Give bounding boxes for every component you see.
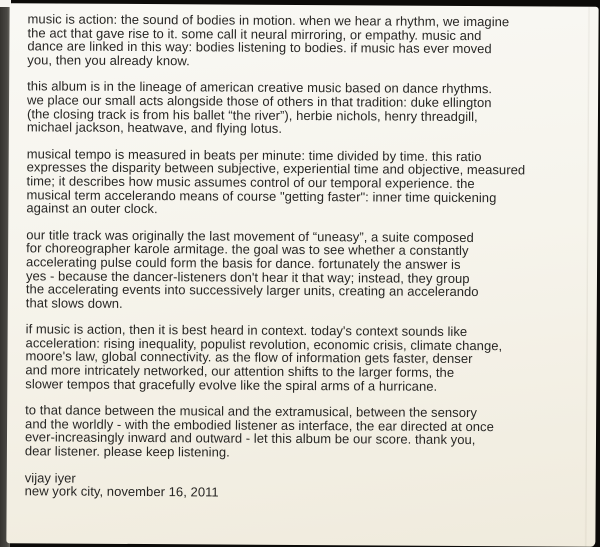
liner-paragraph-context: if music is action, then it is best heard in context. today's context sounds like acceleration: rising inequality, populist revolution, economic crisis, climate change, moore's law, global connectivity. as the flow of information gets faster, denser and more intricately networked, our attention shifts to the larger forms, the slower tempos that gracefully evolve like the spiral arms of a hurricane. xyxy=(25,321,503,394)
liner-notes-page xyxy=(6,3,598,547)
signature-name: vijay iyer xyxy=(24,469,76,486)
liner-paragraph-music-is-action: music is action: the sound of bodies in motion. when we hear a rhythm, we imagine the act that gave rise to it. some call it neural mirroring, or empathy. music and dance are linked in this way: bodies listening to bodies. if music has ever moved you, then you already know. xyxy=(27,11,510,69)
liner-paragraph-dear-listener: to that dance between the musical and the extramusical, between the sensory and the worldly - with the embodied listener as interface, the ear directed at once ever-increasingly inward and outward - let this album be our score. thank you, dear listener. please keep listening. xyxy=(24,402,494,460)
signature-place-date: new york city, november 16, 2011 xyxy=(24,483,219,500)
liner-paragraph-title-track: our title track was originally the last movement of “uneasy”, a suite composed for choreographer karole armitage. the goal was to see whether a constantly accelerating pulse could form the basis for dance. fortunately the answer is yes - because the dancer-listeners don't hear it that way; instead, they group the accelerating events into successively larger units, creating an accelerando that slows down. xyxy=(25,227,479,311)
signature-block xyxy=(25,471,578,502)
paper-fold-line xyxy=(584,7,589,547)
liner-paragraph-album-lineage: this album is in the lineage of american creative music based on dance rhythms. we place our small acts alongside those of others in that tradition: duke ellington (the closing track is from his ballet “the river”), herbie nichols, henry threadgill, michael jackson, heatwave, and flying lotus. xyxy=(26,78,493,137)
liner-paragraph-musical-tempo: musical tempo is measured in beats per minute: time divided by time. this ratio expresses the disparity between subjective, experiential time and objective, measured time; it describes how music assumes control of our temporal experience. the musical term accelerando means of course "getting faster": inner time quickening against an outer clock. xyxy=(26,146,526,217)
